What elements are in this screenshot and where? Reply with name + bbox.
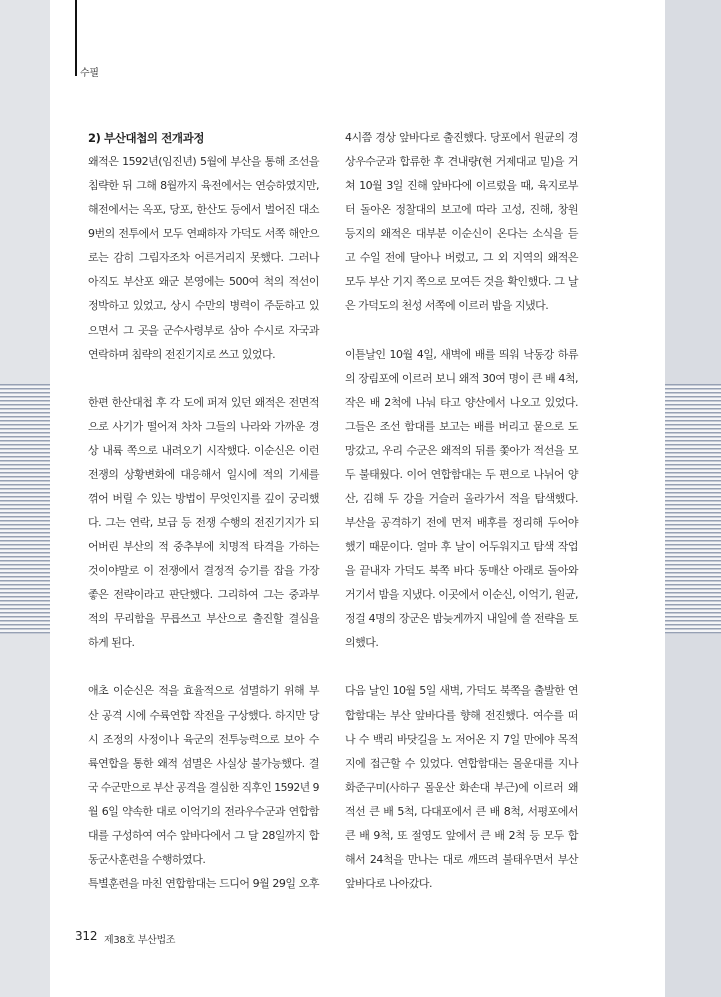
text-line: 동군사훈련을 수행하였다. (88, 852, 206, 866)
text-line: 합함대는 부산 앞바다를 향해 전진했다. 여수를 떠 (345, 708, 578, 722)
text-line: 로는 감히 그림자조차 어른거리지 못했다. 그러나 (88, 251, 319, 265)
text-line: 화준구미(사하구 몰운산 화손대 부근)에 이르러 왜 (345, 780, 578, 794)
top-vertical-rule (75, 0, 77, 76)
text-line: 이튿날인 10월 4일, 새벽에 배를 띄워 낙동강 하류 (345, 347, 578, 361)
text-line: 침략한 뒤 그해 8월까지 육전에서는 연승하였지만, (88, 179, 319, 193)
text-line: 두 불태웠다. 이어 연합함대는 두 편으로 나뉘어 양 (345, 467, 578, 481)
text-line: 했기 때문이다. 얼마 후 날이 어두워지고 탐색 작업 (345, 540, 578, 554)
paragraph-gap (88, 655, 319, 679)
text-line: 다음 날인 10월 5일 새벽, 가덕도 북쪽을 출발한 연 (345, 684, 578, 698)
right-margin-band (665, 0, 721, 997)
text-line: 산, 김해 두 강을 거슬러 올라가서 적을 탐색했다. (345, 491, 578, 505)
text-line: 꺾어 버릴 수 있는 방법이 무엇인지를 깊이 궁리했 (88, 491, 319, 505)
text-line: 4시쯤 경상 앞바다로 출진했다. 당포에서 원균의 경 (345, 131, 578, 144)
text-line: 상 내륙 쪽으로 내려오기 시작했다. 이순신은 이런 (88, 443, 319, 457)
text-line: 다. 그는 연락, 보급 등 전쟁 수행의 전진기지가 되 (88, 516, 319, 529)
text-line: 국 수군만으로 부산 공격을 결심한 직후인 1592년 9 (88, 780, 319, 794)
text-line: 어버린 부산의 적 중추부에 치명적 타격을 가하는 (88, 540, 319, 554)
text-line: 해전에서는 옥포, 당포, 한산도 등에서 벌어진 대소 (88, 203, 319, 217)
text-line: 정걸 4명의 장군은 밤늦게까지 내일에 쓸 전략을 토 (345, 612, 578, 626)
text-line: 으로 사기가 떨어져 차차 그들의 나라와 가까운 경 (88, 419, 319, 433)
section-heading: 2) 부산대첩의 전개과정 (88, 131, 205, 145)
text-line: 나 수 백리 바닷길을 노 저어온 지 7일 만에야 목적 (345, 732, 578, 746)
text-line: 터 돌아온 정찰대의 보고에 따라 고성, 진해, 창원 (345, 203, 578, 217)
section-label: 수필 (80, 68, 99, 79)
text-line: 산 공격 시에 수륙연합 작전을 구상했다. 하지만 당 (88, 708, 319, 722)
text-line: 적선 큰 배 5척, 다대포에서 큰 배 8척, 서평포에서 (345, 804, 578, 818)
text-line: 해서 24척을 만나는 대로 깨뜨려 불태우면서 부산 (345, 852, 578, 866)
text-line: 지에 접근할 수 있었다. 연합함대는 몰운대를 지나 (345, 756, 578, 770)
text-line: 정박하고 있었고, 상시 수만의 병력이 주둔하고 있 (88, 299, 319, 313)
text-line: 그들은 조선 함대를 보고는 배를 버리고 뭍으로 도 (345, 419, 578, 433)
text-line: 좋은 전략이라고 판단했다. 그리하여 그는 중과부 (88, 588, 319, 602)
publication-title: 제38호 부산법조 (104, 935, 176, 946)
text-line: 연락하며 침략의 전진기지로 쓰고 있었다. (88, 347, 276, 361)
text-line: 등지의 왜적은 대부분 이순신이 온다는 소식을 듣 (345, 227, 578, 241)
text-line: 거기서 밤을 지냈다. 이곳에서 이순신, 이억기, 원균, (345, 588, 578, 602)
right-stripe-pattern (665, 384, 721, 634)
text-line: 앞바다로 나아갔다. (345, 876, 433, 890)
text-line: 왜적은 1592년(임진년) 5월에 부산을 통해 조선을 (88, 155, 319, 169)
text-line: 은 가덕도의 천성 서쪽에 이르러 밤을 지냈다. (345, 299, 549, 313)
text-line: 쳐 10월 3일 진해 앞바다에 이르렀을 때, 육지로부 (345, 179, 578, 193)
text-line: 아직도 부산포 왜군 본영에는 500여 척의 적선이 (88, 275, 319, 289)
paragraph-gap (345, 319, 578, 343)
text-line: 하게 된다. (88, 636, 135, 650)
text-line: 특별훈련을 마친 연합함대는 드디어 9월 29일 오후 (88, 876, 319, 890)
text-line: 시 조정의 사정이나 육군의 전투능력으로 보아 수 (88, 732, 319, 746)
text-line: 것이야말로 이 전쟁에서 결정적 승기를 잡을 가장 (88, 564, 319, 578)
text-line: 애초 이순신은 적을 효율적으로 섬멸하기 위해 부 (88, 684, 319, 698)
text-line: 대를 구성하여 여수 앞바다에서 그 달 28일까지 합 (88, 828, 319, 842)
text-line: 고 수일 전에 달아나 버렸고, 그 외 지역의 왜적은 (345, 251, 578, 265)
text-line: 모두 부산 기지 쪽으로 모여든 것을 확인했다. 그 날 (345, 275, 578, 289)
text-line: 월 6일 약속한 대로 이억기의 전라우수군과 연합함 (88, 804, 319, 818)
paragraph-gap (345, 655, 578, 679)
left-stripe-pattern (0, 384, 50, 634)
text-line: 전쟁의 상황변화에 대응해서 일시에 적의 기세를 (88, 467, 319, 481)
text-line: 적의 무리함을 무릅쓰고 부산으로 출진할 결심을 (88, 612, 319, 626)
text-line: 부산을 공격하기 전에 먼저 배후를 정리해 두어야 (345, 516, 578, 529)
page-number: 312 (75, 929, 98, 943)
text-line: 한편 한산대첩 후 각 도에 퍼져 있던 왜적은 전면적 (88, 395, 319, 409)
text-line: 의했다. (345, 636, 379, 650)
text-line: 망갔고, 우리 수군은 왜적의 뒤를 쫓아가 적선을 모 (345, 443, 578, 457)
text-line: 상우수군과 합류한 후 견내량(현 거제대교 밑)을 거 (345, 155, 578, 169)
text-line: 큰 배 9척, 또 절영도 앞에서 큰 배 2척 등 모두 합 (345, 828, 578, 842)
text-line: 의 장림포에 이르러 보니 왜적 30여 명이 큰 배 4척, (345, 371, 578, 385)
text-line: 9번의 전투에서 모두 연패하자 가덕도 서쪽 해안으 (88, 227, 319, 241)
right-column (345, 126, 578, 896)
left-margin-band (0, 0, 50, 997)
text-line: 을 끝내자 가덕도 북쪽 바다 동매산 아래로 돌아와 (345, 564, 578, 578)
text-line: 작은 배 2척에 나눠 타고 양산에서 나오고 있었다. (345, 395, 578, 409)
paragraph-gap (88, 367, 319, 391)
text-line: 으면서 그 곳을 군수사령부로 삼아 수시로 자국과 (88, 323, 319, 337)
text-line: 륙연합을 통한 왜적 섬멸은 사실상 불가능했다. 결 (88, 756, 319, 770)
left-column (88, 126, 319, 896)
